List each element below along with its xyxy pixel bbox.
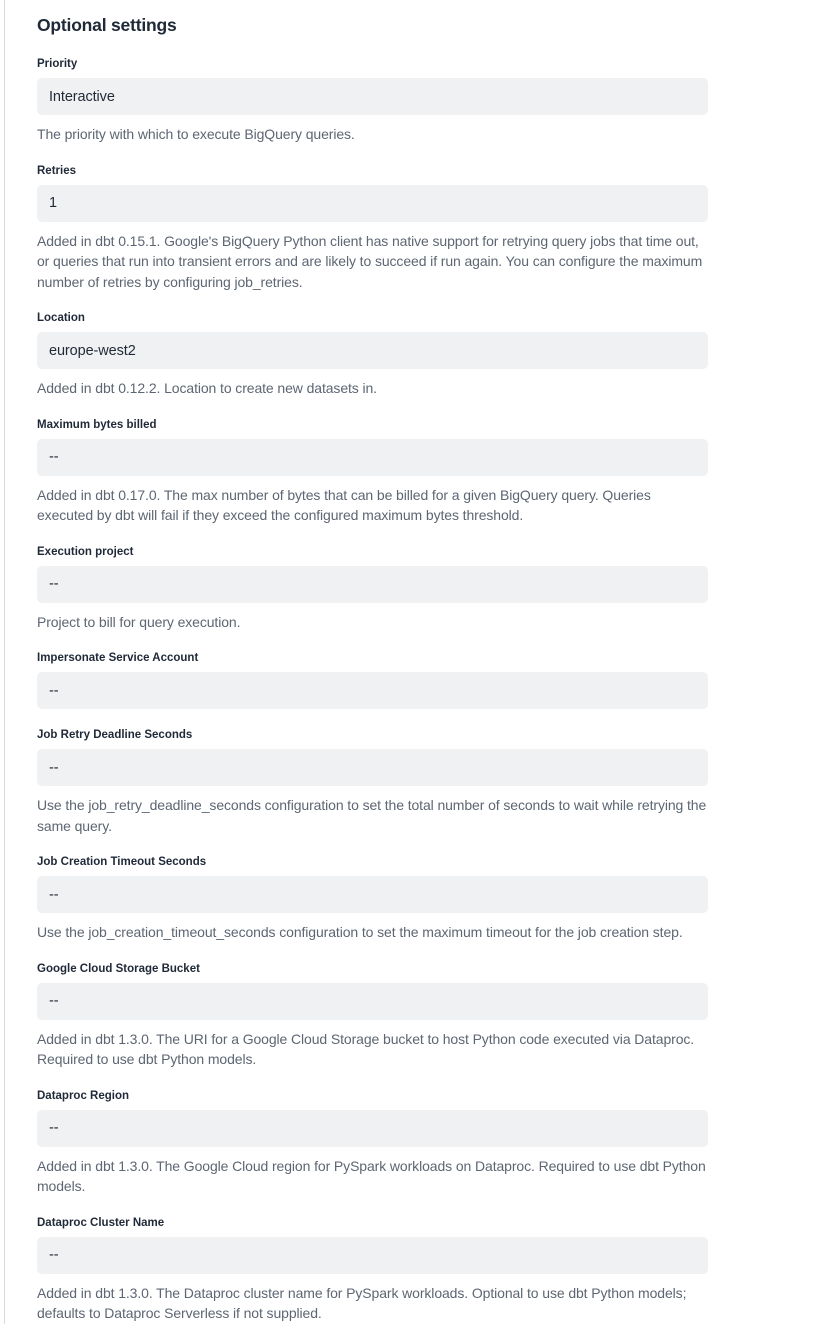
dataproc-region-input[interactable] bbox=[37, 1110, 708, 1147]
job-retry-deadline-seconds-value: -- bbox=[49, 759, 59, 776]
location-label: Location bbox=[37, 312, 85, 324]
panel-left-divider bbox=[4, 0, 5, 1324]
job-retry-deadline-seconds-help-text: Use the job_retry_deadline_seconds configuration to set the total number of seconds to wait while retrying the same query. bbox=[37, 797, 707, 834]
job-creation-timeout-seconds-value: -- bbox=[49, 886, 59, 903]
field-group-google-cloud-storage-bucket bbox=[37, 963, 708, 1070]
field-group-job-retry-deadline-seconds bbox=[37, 729, 708, 836]
field-group-retries bbox=[37, 165, 708, 293]
execution-project-value: -- bbox=[49, 576, 59, 592]
google-cloud-storage-bucket-help-text: Added in dbt 1.3.0. The URI for a Google Cloud Storage bucket to host Python code executed via Dataproc. Required to use dbt Python models. bbox=[37, 1030, 695, 1067]
field-group-job-creation-timeout-seconds bbox=[37, 856, 708, 943]
execution-project-label: Execution project bbox=[37, 545, 134, 558]
field-group-location bbox=[37, 312, 708, 399]
maximum-bytes-billed-help-text: Added in dbt 0.17.0. The max number of bytes that can be billed for a given BigQuery query. Queries executed by dbt will fail if they exceed the configured maximum bytes threshold. bbox=[37, 486, 651, 523]
impersonate-service-account-value: -- bbox=[49, 682, 59, 699]
job-retry-deadline-seconds-label: Job Retry Deadline Seconds bbox=[37, 729, 193, 741]
field-group-priority bbox=[37, 58, 708, 145]
retries-label: Retries bbox=[37, 164, 76, 177]
dataproc-cluster-name-label: Dataproc Cluster Name bbox=[37, 1216, 165, 1229]
dataproc-cluster-name-input[interactable] bbox=[37, 1237, 708, 1274]
impersonate-service-account-label: Impersonate Service Account bbox=[37, 652, 199, 664]
job-creation-timeout-seconds-help-text: Use the job_creation_timeout_seconds configuration to set the maximum timeout for the job creation step. bbox=[37, 924, 683, 940]
job-creation-timeout-seconds-label: Job Creation Timeout Seconds bbox=[37, 856, 207, 868]
location-input[interactable] bbox=[37, 332, 708, 369]
location-help-text: Added in dbt 0.12.2. Location to create new datasets in. bbox=[37, 380, 377, 396]
execution-project-help-text: Project to bill for query execution. bbox=[37, 613, 241, 630]
maximum-bytes-billed-label: Maximum bytes billed bbox=[37, 418, 157, 431]
priority-label: Priority bbox=[37, 58, 78, 70]
maximum-bytes-billed-input[interactable] bbox=[37, 439, 708, 476]
location-value: europe-west2 bbox=[49, 342, 136, 359]
retries-input[interactable] bbox=[37, 185, 708, 222]
field-group-dataproc-cluster-name bbox=[37, 1217, 708, 1324]
execution-project-input[interactable] bbox=[37, 566, 708, 603]
dataproc-region-help-text: Added in dbt 1.3.0. The Google Cloud region for PySpark workloads on Dataproc. Required to use dbt Python models. bbox=[37, 1157, 706, 1194]
field-group-dataproc-region bbox=[37, 1090, 708, 1197]
field-group-execution-project bbox=[37, 546, 708, 633]
dataproc-cluster-name-value: -- bbox=[49, 1247, 59, 1263]
field-group-impersonate-service-account bbox=[37, 652, 708, 709]
impersonate-service-account-input[interactable] bbox=[37, 672, 708, 709]
priority-help-text: The priority with which to execute BigQuery queries. bbox=[37, 126, 355, 142]
retries-value: 1 bbox=[49, 195, 57, 211]
google-cloud-storage-bucket-label: Google Cloud Storage Bucket bbox=[37, 962, 200, 975]
optional-settings-panel bbox=[37, 0, 708, 1324]
dataproc-region-value: -- bbox=[49, 1120, 59, 1136]
job-retry-deadline-seconds-input[interactable] bbox=[37, 749, 708, 786]
maximum-bytes-billed-value: -- bbox=[49, 449, 59, 465]
retries-help-text: Added in dbt 0.15.1. Google's BigQuery Python client has native support for retrying query jobs that time out, or queries that run into transient errors and are likely to succeed if run again. You can configure the maximum number of retries by configuring job_retries. bbox=[37, 232, 703, 290]
google-cloud-storage-bucket-value: -- bbox=[49, 993, 59, 1009]
page-title: Optional settings bbox=[37, 15, 177, 35]
priority-value: Interactive bbox=[49, 88, 115, 105]
job-creation-timeout-seconds-input[interactable] bbox=[37, 876, 708, 913]
field-group-maximum-bytes-billed bbox=[37, 419, 708, 526]
priority-input[interactable] bbox=[37, 78, 708, 115]
dataproc-cluster-name-help-text: Added in dbt 1.3.0. The Dataproc cluster name for PySpark workloads. Optional to use dbt Python models; defaults to Dataproc Serverless if not supplied. bbox=[37, 1284, 687, 1321]
dataproc-region-label: Dataproc Region bbox=[37, 1089, 130, 1102]
google-cloud-storage-bucket-input[interactable] bbox=[37, 983, 708, 1020]
